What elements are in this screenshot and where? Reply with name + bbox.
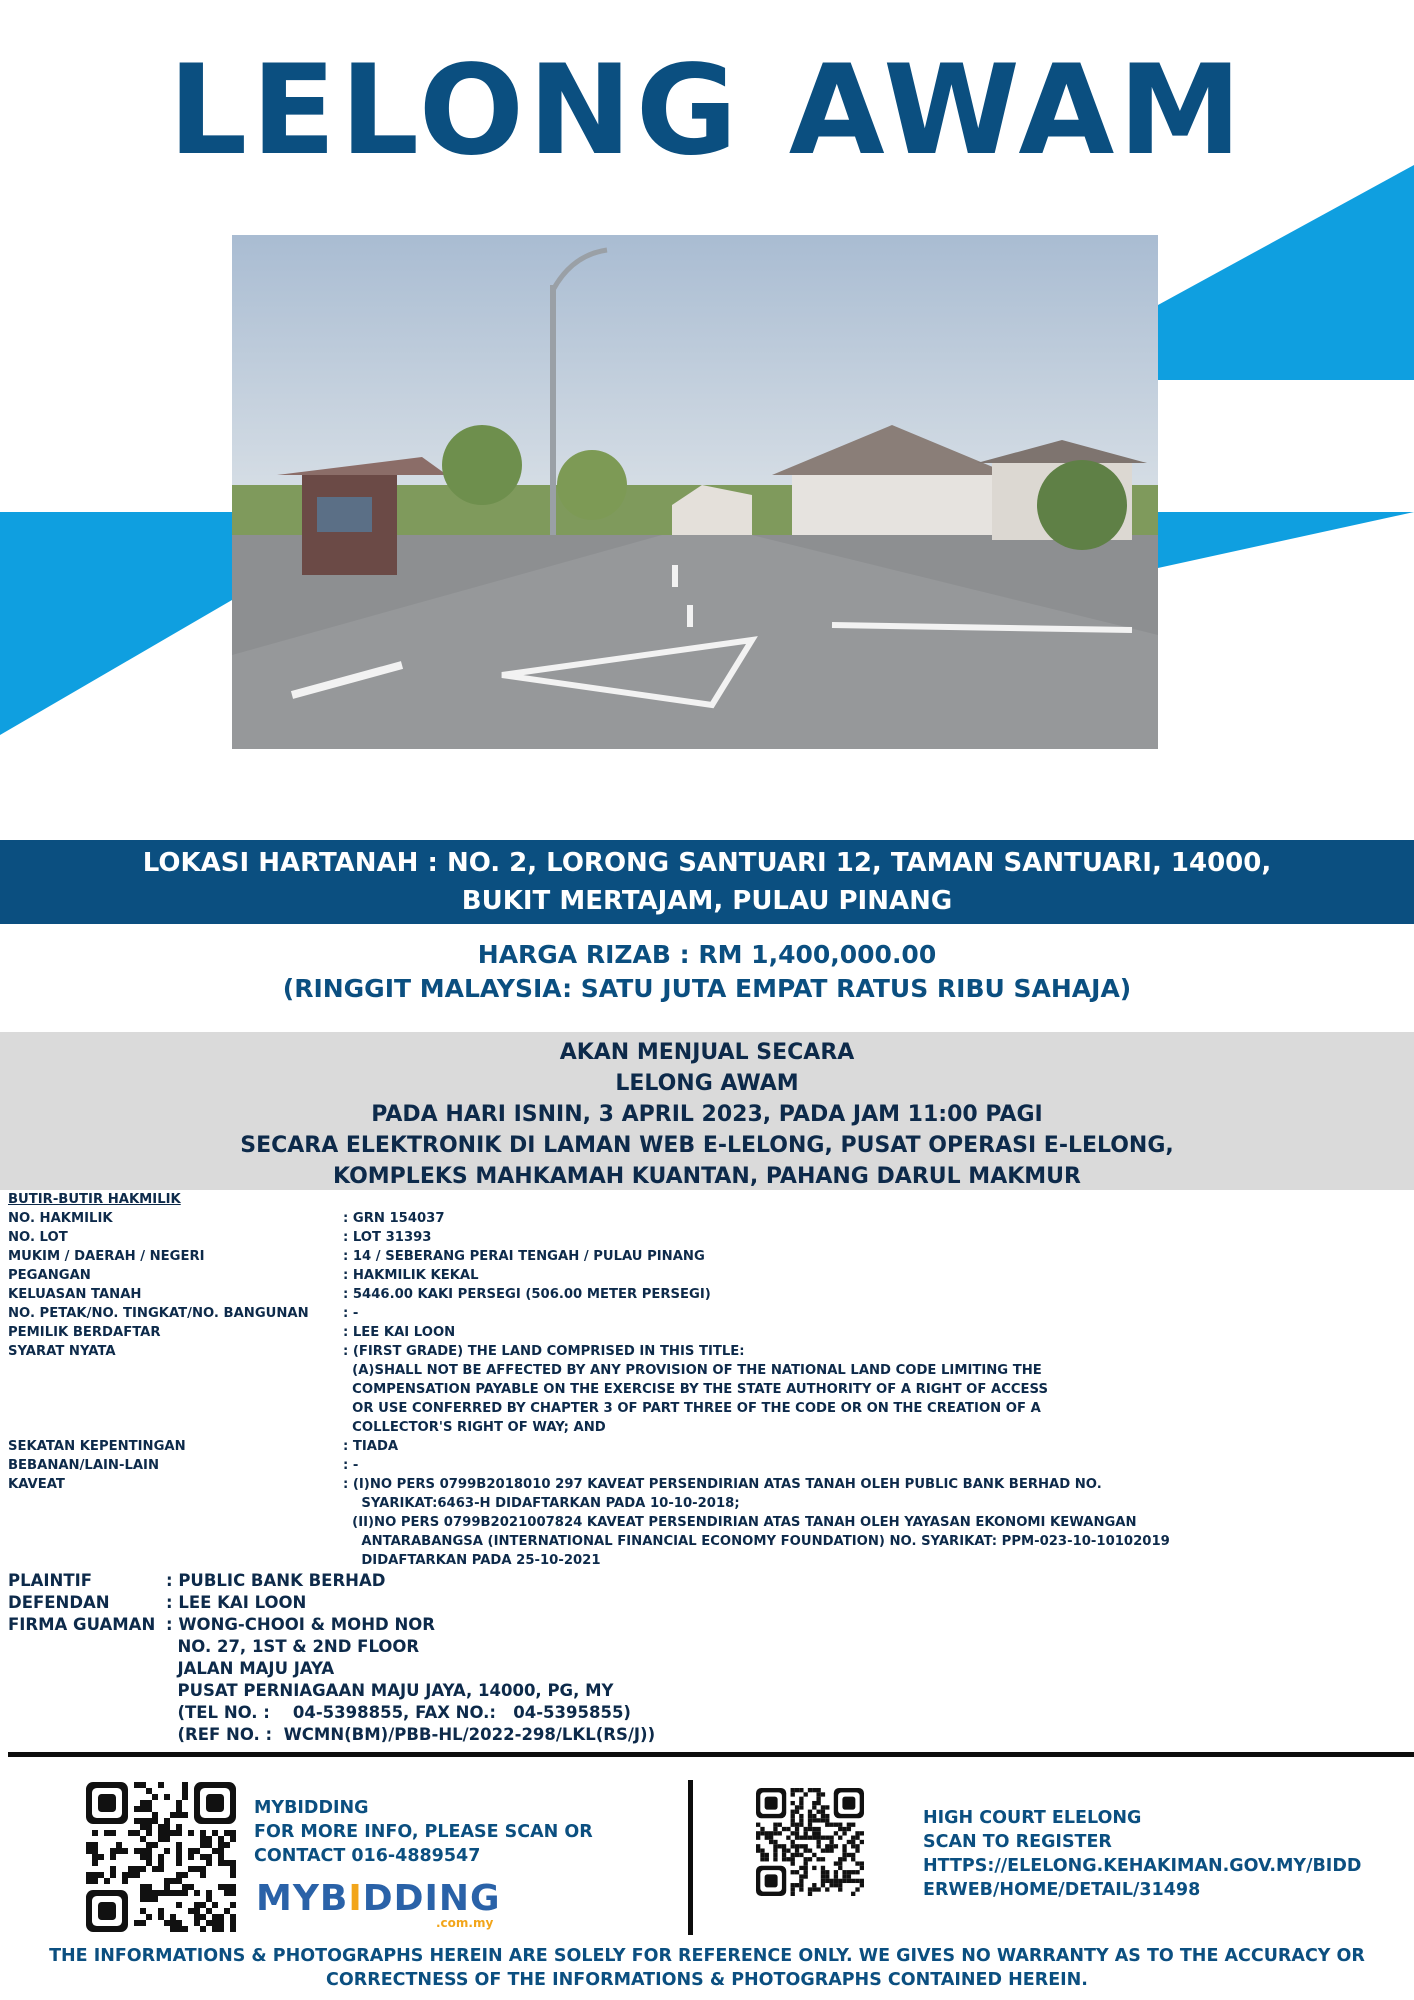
title-details-heading: BUTIR-BUTIR HAKMILIK bbox=[8, 1192, 181, 1207]
elelong-url[interactable]: ERWEB/HOME/DETAIL/31498 bbox=[923, 1880, 1201, 1900]
logo-text-part: DDING bbox=[362, 1878, 501, 1919]
detail-row bbox=[8, 1247, 1308, 1266]
detail-row bbox=[8, 1342, 1308, 1437]
reserve-price bbox=[0, 938, 1414, 1006]
detail-label: MUKIM / DAERAH / NEGERI bbox=[8, 1249, 205, 1264]
detail-value: : 14 / SEBERANG PERAI TENGAH / PULAU PINANG bbox=[343, 1249, 705, 1264]
detail-value: : (FIRST GRADE) THE LAND COMPRISED IN THIS TITLE: (A)SHALL NOT BE AFFECTED BY ANY PROVISION OF THE NATIONAL LAND CODE LIMITING THE COMPENSATION PAYABLE ON THE EXERCISE BY THE STATE AUTHORITY OF A RIGHT OF ACCESS OR USE CONFERRED BY CHAPTER 3 OF PART THREE OF THE CODE OR ON THE CREATION OF A COLLECTOR'S RIGHT OF WAY; AND bbox=[343, 1344, 1048, 1435]
elelong-line: HIGH COURT ELELONG bbox=[923, 1808, 1142, 1828]
detail-row bbox=[8, 1266, 1308, 1285]
logo-text-part: MYB bbox=[256, 1878, 349, 1919]
detail-value: : GRN 154037 bbox=[343, 1211, 445, 1226]
auction-line: AKAN MENJUAL SECARA bbox=[559, 1040, 855, 1065]
mybidding-line: MYBIDDING bbox=[254, 1798, 369, 1818]
detail-value: : - bbox=[343, 1458, 359, 1473]
divider bbox=[8, 1752, 1414, 1757]
detail-value: : LEE KAI LOON bbox=[343, 1325, 456, 1340]
logo-domain: .com.my bbox=[436, 1916, 494, 1930]
elelong-url[interactable]: HTTPS://ELELONG.KEHAKIMAN.GOV.MY/BIDD bbox=[923, 1856, 1362, 1876]
auction-line: LELONG AWAM bbox=[615, 1071, 799, 1096]
party-value: : WONG-CHOOI & MOHD NOR NO. 27, 1ST & 2ND FLOOR JALAN MAJU JAYA PUSAT PERNIAGAAN MAJU JAYA, 14000, PG, MY (TEL NO. : 04-5398855, FAX NO.: 04-5395855) (REF NO. : WCMN(BM)/PBB-HL/2022-298/LKL(RS/J)) bbox=[166, 1615, 656, 1744]
party-row bbox=[8, 1592, 1008, 1614]
detail-row bbox=[8, 1285, 1308, 1304]
auction-line: KOMPLEKS MAHKAMAH KUANTAN, PAHANG DARUL MAKMUR bbox=[333, 1164, 1081, 1189]
logo-text-accent: I bbox=[348, 1878, 363, 1919]
vertical-divider bbox=[688, 1780, 693, 1935]
detail-label: SYARAT NYATA bbox=[8, 1344, 116, 1359]
mybidding-info bbox=[254, 1796, 593, 1868]
elelong-info bbox=[923, 1806, 1361, 1902]
party-row bbox=[8, 1614, 1008, 1746]
page-title: LELONG AWAM bbox=[168, 39, 1246, 183]
mybidding-logo bbox=[256, 1880, 506, 1934]
disclaimer-line: CORRECTNESS OF THE INFORMATIONS & PHOTOGRAPHS CONTAINED HEREIN. bbox=[326, 1970, 1088, 1990]
detail-label: PEGANGAN bbox=[8, 1268, 91, 1283]
party-value: : LEE KAI LOON bbox=[166, 1593, 307, 1612]
detail-row bbox=[8, 1209, 1308, 1228]
auction-line: PADA HARI ISNIN, 3 APRIL 2023, PADA JAM 11:00 PAGI bbox=[371, 1102, 1043, 1127]
detail-value: : HAKMILIK KEKAL bbox=[343, 1268, 479, 1283]
mybidding-qr-code-icon[interactable] bbox=[86, 1782, 236, 1932]
location-text: LOKASI HARTANAH : NO. 2, LORONG SANTUARI 12, TAMAN SANTUARI, 14000, BUKIT MERTAJAM, PULAU PINANG bbox=[142, 848, 1272, 916]
party-label: DEFENDAN bbox=[8, 1593, 110, 1612]
party-value: : PUBLIC BANK BERHAD bbox=[166, 1571, 386, 1590]
detail-value: : TIADA bbox=[343, 1439, 399, 1454]
party-row bbox=[8, 1570, 1008, 1592]
detail-value: : - bbox=[343, 1306, 359, 1321]
auction-line: SECARA ELEKTRONIK DI LAMAN WEB E-LELONG, PUSAT OPERASI E-LELONG, bbox=[240, 1133, 1174, 1158]
detail-row bbox=[8, 1456, 1308, 1475]
detail-label: KAVEAT bbox=[8, 1477, 65, 1492]
location-banner bbox=[0, 840, 1414, 924]
auction-details-banner bbox=[0, 1032, 1414, 1190]
party-label: FIRMA GUAMAN bbox=[8, 1615, 156, 1634]
disclaimer-line: THE INFORMATIONS & PHOTOGRAPHS HEREIN ARE SOLELY FOR REFERENCE ONLY. WE GIVES NO WARRANTY AS TO THE ACCURACY OR bbox=[49, 1946, 1365, 1966]
detail-value: : LOT 31393 bbox=[343, 1230, 432, 1245]
detail-label: SEKATAN KEPENTINGAN bbox=[8, 1439, 186, 1454]
detail-label: NO. HAKMILIK bbox=[8, 1211, 113, 1226]
detail-label: NO. LOT bbox=[8, 1230, 68, 1245]
disclaimer bbox=[0, 1944, 1414, 1992]
detail-row bbox=[8, 1304, 1308, 1323]
mybidding-line: CONTACT 016-4889547 bbox=[254, 1846, 481, 1866]
detail-value: : 5446.00 KAKI PERSEGI (506.00 METER PERSEGI) bbox=[343, 1287, 711, 1302]
detail-row bbox=[8, 1323, 1308, 1342]
mybidding-line: FOR MORE INFO, PLEASE SCAN OR bbox=[254, 1822, 593, 1842]
elelong-line: SCAN TO REGISTER bbox=[923, 1832, 1112, 1852]
party-label: PLAINTIF bbox=[8, 1571, 92, 1590]
elelong-qr-code-icon[interactable] bbox=[756, 1788, 864, 1896]
detail-label: PEMILIK BERDAFTAR bbox=[8, 1325, 161, 1340]
detail-label: KELUASAN TANAH bbox=[8, 1287, 142, 1302]
reserve-price-amount: HARGA RIZAB : RM 1,400,000.00 bbox=[477, 940, 937, 969]
detail-label: BEBANAN/LAIN-LAIN bbox=[8, 1458, 159, 1473]
property-photo bbox=[232, 235, 1158, 749]
title-details bbox=[8, 1190, 1308, 1570]
detail-row bbox=[8, 1228, 1308, 1247]
detail-row bbox=[8, 1437, 1308, 1456]
parties-section bbox=[8, 1570, 1008, 1746]
detail-value: : (I)NO PERS 0799B2018010 297 KAVEAT PERSENDIRIAN ATAS TANAH OLEH PUBLIC BANK BERHAD NO. SYARIKAT:6463-H DIDAFTARKAN PADA 10-10-2018; (II)NO PERS 0799B2021007824 KAVEAT PERSENDIRIAN ATAS TANAH OLEH YAYASAN EKONOMI KEWANGAN ANTARABANGSA (INTERNATIONAL FINANCIAL ECONOMY FOUNDATION) NO. SYARIKAT: PPM-023-10-10102019 DIDAFTARKAN PADA 25-10-2021 bbox=[343, 1477, 1170, 1568]
reserve-price-words: (RINGGIT MALAYSIA: SATU JUTA EMPAT RATUS RIBU SAHAJA) bbox=[282, 974, 1132, 1003]
detail-row bbox=[8, 1475, 1308, 1570]
detail-label: NO. PETAK/NO. TINGKAT/NO. BANGUNAN bbox=[8, 1306, 309, 1321]
